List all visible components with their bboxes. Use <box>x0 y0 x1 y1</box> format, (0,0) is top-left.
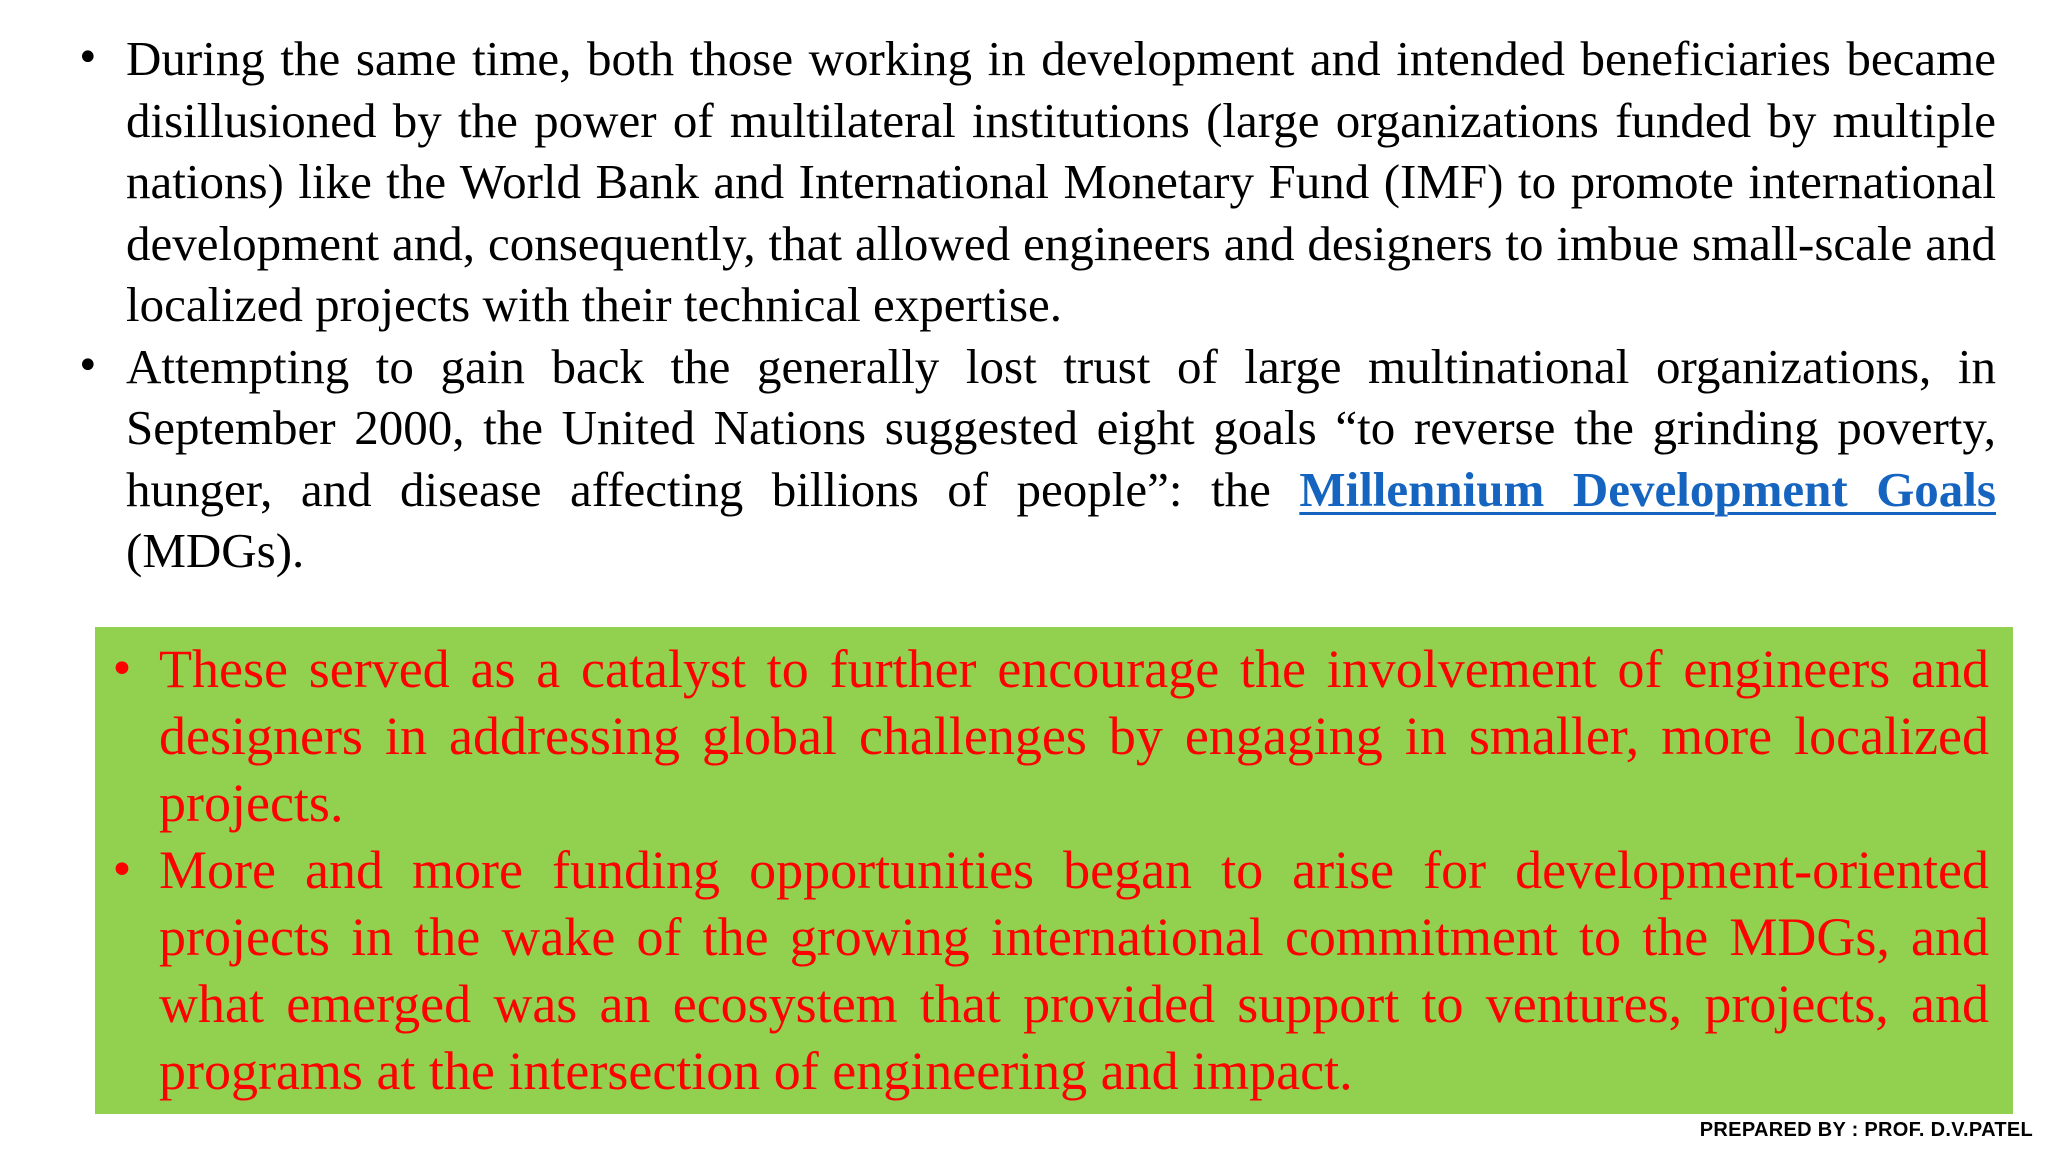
bullet-item-multilateral <box>76 28 1996 336</box>
bullet-icon: • <box>109 845 135 896</box>
highlight-bullet-funding <box>109 837 1989 1105</box>
highlight-bullet-catalyst <box>109 636 1989 837</box>
bullet-icon: • <box>76 342 100 389</box>
footer-credit: PREPARED BY : PROF. D.V.PATEL <box>1699 1119 2033 1141</box>
bullet-icon: • <box>76 35 100 81</box>
highlight-bullet-list <box>109 636 1989 1105</box>
bullet-text: Attempting to gain back the generally lost trust of large multinational organizations, in September 2000, the United Nations suggested eight goals “to reverse the grinding poverty, hunger, and disease affecting billions of people”: the <box>126 338 1996 517</box>
main-bullet-list <box>76 28 1996 582</box>
bullet-text-suffix: (MDGs). <box>126 523 305 578</box>
bullet-item-mdgs <box>76 336 1996 582</box>
mdgs-link[interactable]: Millennium Development Goals <box>1299 461 1996 517</box>
highlight-box <box>95 627 2013 1114</box>
highlight-text: More and more funding opportunities began to arise for development-oriented projects in the wake of the growing international commitment to the MDGs, and what emerged was an ecosystem that provided support to ventures, projects, and programs at the intersection of engineering and impact. <box>159 840 1989 1101</box>
bullet-text: During the same time, both those working in development and intended beneficiaries became disillusioned by the power of multilateral institutions (large organizations funded by multiple nations) like the World Bank and International Monetary Fund (IMF) to promote international development and, consequently, that allowed engineers and designers to imbue small-scale and localized projects with their technical expertise. <box>126 31 1996 332</box>
bullet-icon: • <box>109 644 135 695</box>
highlight-text: These served as a catalyst to further encourage the involvement of engineers and designers in addressing global challenges by engaging in smaller, more localized projects. <box>159 639 1989 833</box>
